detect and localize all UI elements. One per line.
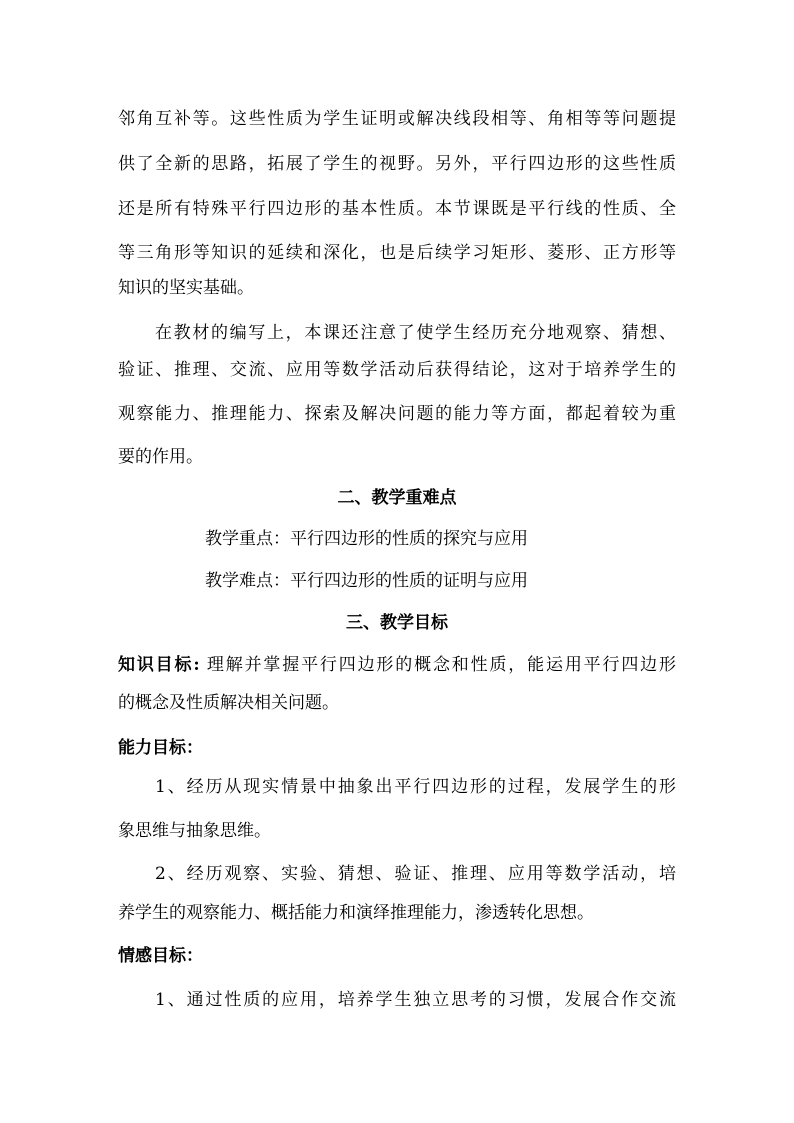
ability-item-1-line-2: 象思维与抽象思维。 (118, 821, 271, 841)
emotion-item-1-line-1: 1、通过性质的应用，培养学生独立思考的习惯，发展合作交流 (155, 990, 676, 1010)
emotion-objective-label: 情感目标： (118, 946, 203, 966)
para1-line-5: 知识的坚实基础。 (118, 278, 254, 298)
para2-line-3: 观察能力、推理能力、探索及解决问题的能力等方面，都起着较为重 (118, 404, 676, 424)
ability-item-2-line-2: 养学生的观察能力、概括能力和演绎推理能力，渗透转化思想。 (118, 903, 594, 923)
knowledge-objective-label: 知识目标 (118, 655, 194, 675)
key-point-line: 教学重点：平行四边形的性质的探究与应用 (205, 529, 528, 549)
para1-line-1: 邻角互补等。这些性质为学生证明或解决线段相等、角相等等问题提 (118, 109, 676, 129)
section-heading-key-points: 二、教学重难点 (337, 488, 457, 508)
knowledge-objective-line-2: 的概念及性质解决相关问题。 (118, 693, 339, 713)
difficult-point-line: 教学难点：平行四边形的性质的证明与应用 (205, 571, 528, 591)
knowledge-colon: : (193, 655, 200, 675)
knowledge-objective-line-1 (118, 650, 676, 675)
para1-line-2: 供了全新的思路，拓展了学生的视野。另外，平行四边形的这些性质 (118, 154, 676, 174)
para2-line-1: 在教材的编写上，本课还注意了使学生经历充分地观察、猜想、 (155, 323, 676, 343)
para2-line-2: 验证、推理、交流、应用等数学活动后获得结论，这对于培养学生的 (118, 360, 676, 380)
ability-item-2-line-1: 2、经历观察、实验、猜想、验证、推理、应用等数学活动，培 (155, 864, 676, 884)
ability-item-1-line-1: 1、经历从现实情景中抽象出平行四边形的过程，发展学生的形 (155, 777, 676, 797)
section-heading-objectives: 三、教学目标 (346, 613, 448, 633)
para1-line-4: 等三角形等知识的延续和深化，也是后续学习矩形、菱形、正方形等 (118, 243, 676, 263)
para2-line-4: 要的作用。 (118, 447, 203, 467)
para1-line-3: 还是所有特殊平行四边形的基本性质。本节课既是平行线的性质、全 (118, 199, 676, 219)
knowledge-objective-text: 理解并掌握平行四边形的概念和性质，能运用平行四边形 (206, 655, 677, 675)
ability-objective-label: 能力目标： (118, 738, 203, 758)
